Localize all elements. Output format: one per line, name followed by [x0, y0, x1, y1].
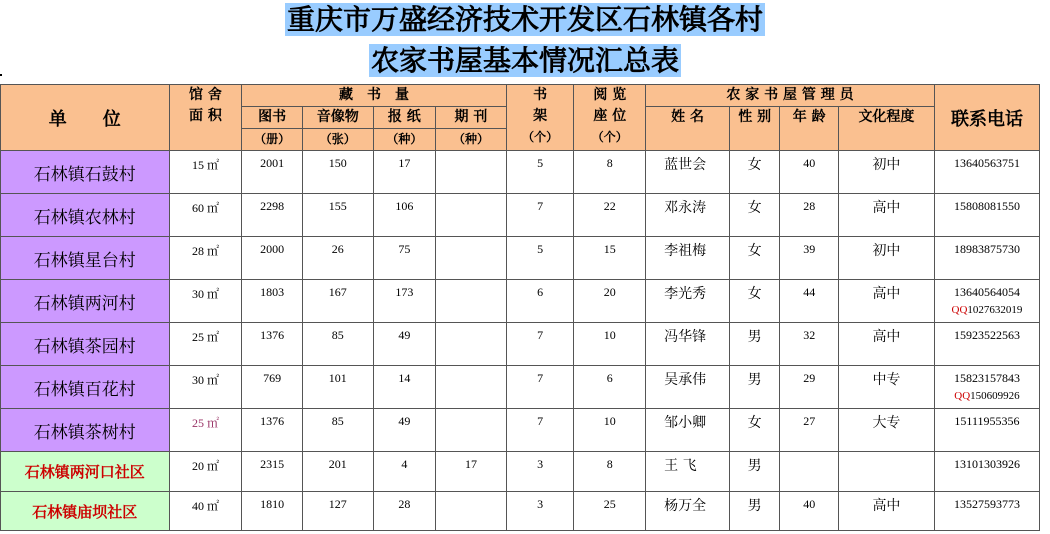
books-cell: 1803: [242, 280, 303, 323]
newspapers-cell: 106: [373, 194, 436, 237]
newspapers-cell: 49: [373, 409, 436, 452]
shelves-cell: 5: [506, 151, 574, 194]
unit-cell: 石林镇石鼓村: [1, 151, 170, 194]
summary-table: [0, 84, 1040, 531]
header-collection: 藏 书 量: [242, 85, 507, 107]
shelves-cell: 7: [506, 194, 574, 237]
newspapers-cell: 28: [373, 492, 436, 531]
table-row: [1, 194, 1040, 237]
header-mgr-gender: 性 别: [729, 107, 779, 151]
table-row: [1, 409, 1040, 452]
seats-cell: 6: [574, 366, 646, 409]
newspapers-cell: 75: [373, 237, 436, 280]
seats-cell: 20: [574, 280, 646, 323]
header-managers: 农 家 书 屋 管 理 员: [646, 85, 935, 107]
books-cell: 2315: [242, 452, 303, 492]
phone-cell: [934, 194, 1039, 237]
table-row: [1, 237, 1040, 280]
av-cell: 167: [302, 280, 373, 323]
manager-age-cell: 28: [780, 194, 839, 237]
manager-gender-cell: 女: [729, 151, 779, 194]
seats-cell: 15: [574, 237, 646, 280]
header-periodicals-unit: （种）: [436, 129, 507, 151]
header-newspapers: 报 纸: [373, 107, 436, 129]
periodicals-cell: [436, 237, 507, 280]
area-cell: 40 ㎡: [169, 492, 242, 531]
manager-age-cell: 39: [780, 237, 839, 280]
periodicals-cell: [436, 194, 507, 237]
unit-cell: 石林镇农林村: [1, 194, 170, 237]
books-cell: 2001: [242, 151, 303, 194]
phone-cell: [934, 237, 1039, 280]
manager-edu-cell: 初中: [838, 237, 934, 280]
av-cell: 150: [302, 151, 373, 194]
manager-age-cell: [780, 452, 839, 492]
unit-cell: 石林镇星台村: [1, 237, 170, 280]
manager-age-cell: 29: [780, 366, 839, 409]
phone-number: 15808081550: [953, 199, 1020, 213]
periodicals-cell: [436, 366, 507, 409]
unit-cell: 石林镇两河口社区: [1, 452, 170, 492]
unit-cell: 石林镇两河村: [1, 280, 170, 323]
newspapers-cell: 17: [373, 151, 436, 194]
manager-edu-cell: 中专: [838, 366, 934, 409]
header-seats: 阅 览 座 位 （个）: [574, 85, 646, 151]
phone-number: 13101303926: [953, 457, 1020, 471]
phone-number: 18983875730: [953, 242, 1020, 256]
manager-name-cell: 李祖梅: [646, 237, 730, 280]
qq-number: [935, 390, 1039, 402]
phone-number: 15823157843: [953, 371, 1020, 385]
av-cell: 127: [302, 492, 373, 531]
phone-number: 13640563751: [953, 156, 1020, 170]
title-line-1: 重庆市万盛经济技术开发区石林镇各村: [286, 3, 763, 36]
header-av: 音像物: [302, 107, 373, 129]
header-av-unit: （张）: [302, 129, 373, 151]
manager-gender-cell: 男: [729, 366, 779, 409]
header-periodicals: 期 刊: [436, 107, 507, 129]
table-row: [1, 280, 1040, 323]
periodicals-cell: [436, 492, 507, 531]
manager-gender-cell: 女: [729, 409, 779, 452]
qq-number: [935, 304, 1039, 316]
seats-cell: 25: [574, 492, 646, 531]
manager-name-cell: 邹小卿: [646, 409, 730, 452]
manager-gender-cell: 男: [729, 452, 779, 492]
header-phone: 联系电话: [934, 85, 1039, 151]
manager-age-cell: 40: [780, 151, 839, 194]
manager-gender-cell: 女: [729, 237, 779, 280]
area-cell: 60 ㎡: [169, 194, 242, 237]
unit-cell: 石林镇茶树村: [1, 409, 170, 452]
header-books-unit: （册）: [242, 129, 303, 151]
header-unit: 单 位: [1, 85, 170, 151]
phone-cell: [934, 323, 1039, 366]
manager-edu-cell: 高中: [838, 492, 934, 531]
seats-cell: 8: [574, 452, 646, 492]
phone-number: 15923522563: [953, 328, 1020, 342]
area-cell: 25 ㎡: [169, 323, 242, 366]
manager-name-cell: 邓永涛: [646, 194, 730, 237]
area-cell: 30 ㎡: [169, 366, 242, 409]
seats-cell: 8: [574, 151, 646, 194]
books-cell: 769: [242, 366, 303, 409]
newspapers-cell: 4: [373, 452, 436, 492]
manager-name-cell: 冯华锋: [646, 323, 730, 366]
periodicals-cell: 17: [436, 452, 507, 492]
shelves-cell: 5: [506, 237, 574, 280]
manager-edu-cell: 大专: [838, 409, 934, 452]
unit-cell: 石林镇茶园村: [1, 323, 170, 366]
manager-gender-cell: 男: [729, 492, 779, 531]
phone-cell: [934, 409, 1039, 452]
table-row: [1, 366, 1040, 409]
manager-edu-cell: [838, 452, 934, 492]
manager-name-cell: 蓝世会: [646, 151, 730, 194]
av-cell: 101: [302, 366, 373, 409]
unit-cell: 石林镇庙坝社区: [1, 492, 170, 531]
newspapers-cell: 49: [373, 323, 436, 366]
manager-edu-cell: 初中: [838, 151, 934, 194]
qq-prefix: QQ: [954, 390, 971, 402]
manager-name-cell: 吴承伟: [646, 366, 730, 409]
area-cell: 15 ㎡: [169, 151, 242, 194]
shelves-cell: 7: [506, 323, 574, 366]
phone-cell: [934, 366, 1039, 409]
header-mgr-age: 年 龄: [780, 107, 839, 151]
phone-cell: [934, 280, 1039, 323]
av-cell: 85: [302, 409, 373, 452]
phone-cell: [934, 492, 1039, 531]
shelves-cell: 7: [506, 366, 574, 409]
shelves-cell: 3: [506, 452, 574, 492]
periodicals-cell: [436, 323, 507, 366]
header-mgr-name: 姓 名: [646, 107, 730, 151]
header-newspapers-unit: （种）: [373, 129, 436, 151]
books-cell: 1376: [242, 409, 303, 452]
header-books: 图书: [242, 107, 303, 129]
area-cell: 28 ㎡: [169, 237, 242, 280]
header-mgr-edu: 文化程度: [838, 107, 934, 151]
manager-edu-cell: 高中: [838, 323, 934, 366]
phone-number: 13640564054: [953, 285, 1020, 299]
seats-cell: 10: [574, 323, 646, 366]
av-cell: 155: [302, 194, 373, 237]
qq-value: 150609926: [970, 390, 1020, 402]
area-cell: 25 ㎡: [169, 409, 242, 452]
periodicals-cell: [436, 151, 507, 194]
shelves-cell: 7: [506, 409, 574, 452]
manager-gender-cell: 女: [729, 194, 779, 237]
manager-age-cell: 44: [780, 280, 839, 323]
phone-number: 15111955356: [954, 414, 1020, 428]
manager-age-cell: 32: [780, 323, 839, 366]
manager-name-cell: 李光秀: [646, 280, 730, 323]
av-cell: 85: [302, 323, 373, 366]
manager-name-cell: 杨万全: [646, 492, 730, 531]
phone-cell: [934, 151, 1039, 194]
phone-number: 13527593773: [953, 497, 1020, 511]
newspapers-cell: 14: [373, 366, 436, 409]
manager-gender-cell: 女: [729, 280, 779, 323]
qq-value: 1027632019: [967, 304, 1023, 316]
manager-edu-cell: 高中: [838, 280, 934, 323]
title-line-2: 农家书屋基本情况汇总表: [370, 44, 679, 77]
shelves-cell: 6: [506, 280, 574, 323]
table-row: [1, 452, 1040, 492]
av-cell: 26: [302, 237, 373, 280]
books-cell: 1376: [242, 323, 303, 366]
seats-cell: 22: [574, 194, 646, 237]
manager-gender-cell: 男: [729, 323, 779, 366]
table-row: [1, 323, 1040, 366]
manager-age-cell: 40: [780, 492, 839, 531]
manager-name-cell: 王 飞: [646, 452, 730, 492]
books-cell: 1810: [242, 492, 303, 531]
seats-cell: 10: [574, 409, 646, 452]
header-shelves: 书 架 （个）: [506, 85, 574, 151]
periodicals-cell: [436, 409, 507, 452]
qq-prefix: QQ: [951, 304, 968, 316]
area-cell: 20 ㎡: [169, 452, 242, 492]
shelves-cell: 3: [506, 492, 574, 531]
unit-cell: 石林镇百花村: [1, 366, 170, 409]
area-cell: 30 ㎡: [169, 280, 242, 323]
books-cell: 2298: [242, 194, 303, 237]
phone-cell: [934, 452, 1039, 492]
periodicals-cell: [436, 280, 507, 323]
manager-age-cell: 27: [780, 409, 839, 452]
header-area: 馆 舍 面 积: [169, 85, 242, 151]
av-cell: 201: [302, 452, 373, 492]
table-row: [1, 151, 1040, 194]
table-row: [1, 492, 1040, 531]
manager-edu-cell: 高中: [838, 194, 934, 237]
newspapers-cell: 173: [373, 280, 436, 323]
books-cell: 2000: [242, 237, 303, 280]
